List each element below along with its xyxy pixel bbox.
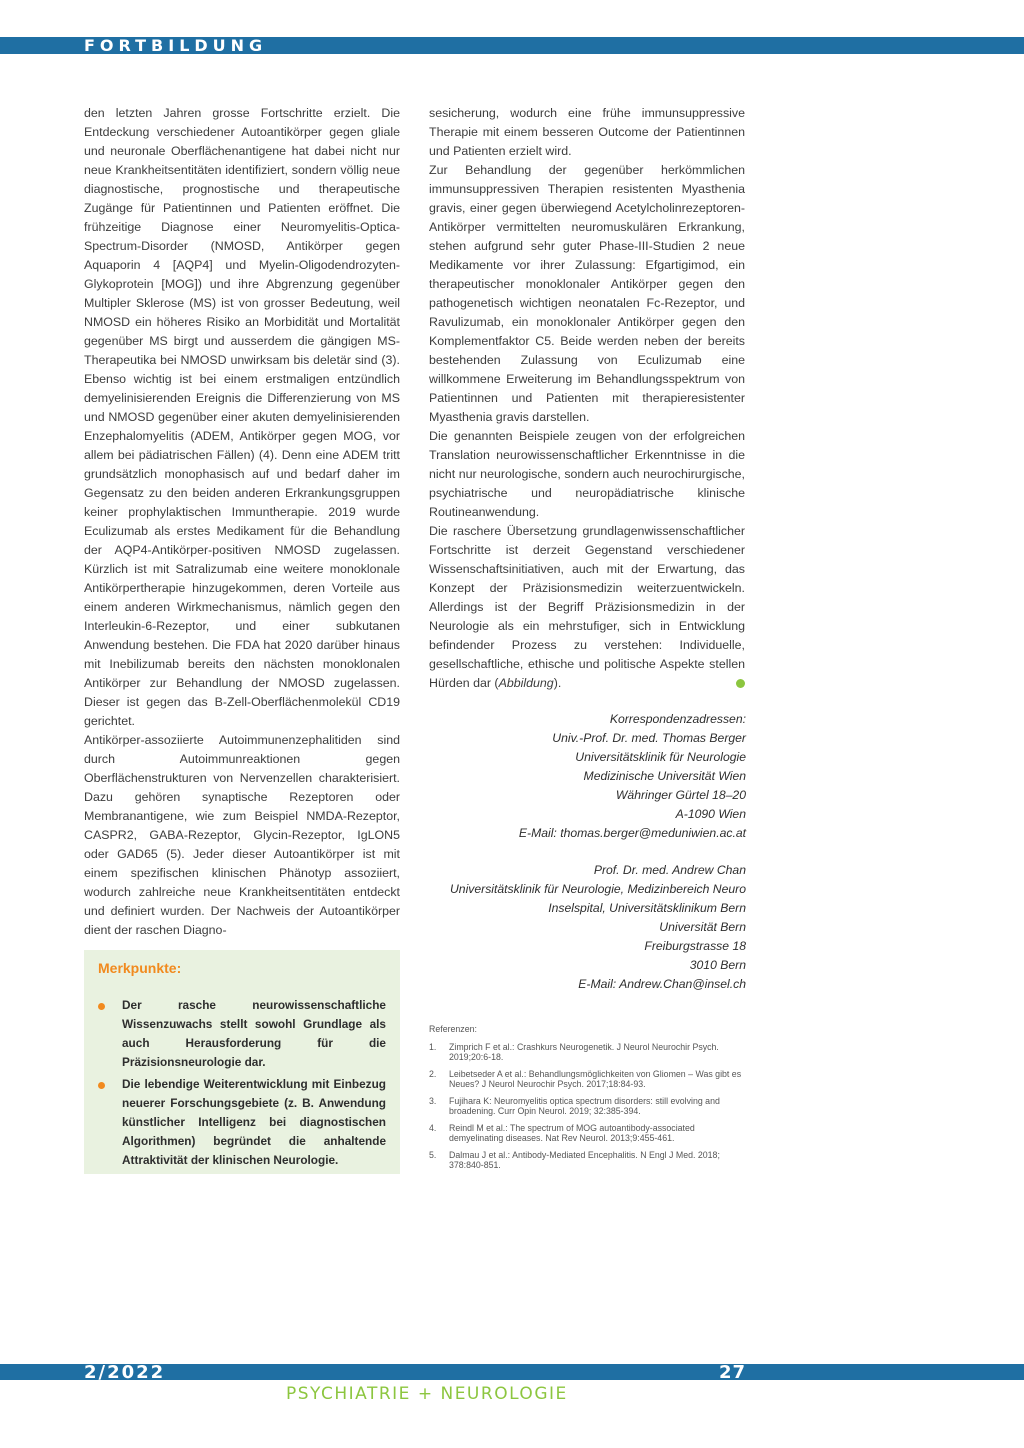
reference-item [429,1042,747,1062]
address-line: Medizinische Universität Wien [583,769,746,783]
address-heading: Korrespondenzadressen: [609,712,746,726]
bullet-icon [98,1003,105,1010]
reference-number: 5. [429,1150,437,1160]
address-line: A-1090 Wien [675,807,746,821]
address-line: 3010 Bern [689,958,746,972]
key-point-text: Der rasche neurowissenschaftliche Wissenzuwachs stellt sowohl Grundlage als auch Herausforderung für die Präzisionsneurologie dar. [122,998,386,1069]
body-paragraph: Antikörper-assoziierte Autoimmunenzephalitiden sind durch Autoimmunreaktionen gegen Oberflächenstrukturen von Nervenzellen charakterisiert. Dazu gehören synaptische Rezeptoren oder Membranantigene, wie zum Beispiel NMDA-Rezeptor, CASPR2, GABA-Rezeptor, Glycin-Rezeptor, IgLON5 oder GAD65 (5). Jeder dieser Autoantikörper ist mit einem spezifischen klinischen Phänotyp assoziiert, wodurch zahlreiche neue Krankheitsentitäten entdeckt und definiert wurden. Der Nachweis der Autoantikörper dient der raschen Diagno- [84,733,400,937]
body-paragraph: sesicherung, wodurch eine frühe immunsuppressive Therapie mit einem besseren Outcome der Patientinnen und Patienten erzielt wird. [429,106,745,158]
reference-number: 3. [429,1096,437,1106]
key-points-title: Merkpunkte: [98,960,182,976]
reference-text: Dalmau J et al.: Antibody-Mediated Encephalitis. N Engl J Med. 2018; 378:840-851. [449,1150,720,1170]
body-paragraph: Die genannten Beispiele zeugen von der erfolgreichen Translation neurowissenschaftlicher Erkenntnisse in die nicht nur neurologische, sondern auch neurochirurgische, psychiatrische und neuropädiatrische klinische Routineanwendung. [429,429,745,519]
address-line: Universität Bern [659,920,746,934]
address-line: Universitätsklinik für Neurologie [575,750,746,764]
key-points-list [98,996,386,1173]
text-run: Die raschere Übersetzung grundlagenwissenschaftlicher Fortschritte ist derzeit Gegenstand verschiedener Wissenschaftsinitiativen, auch mit der Erwartung, das Konzept der Präzisionsmedizin weiterzuentwickeln. Allerdings ist der Begriff Präzisionsmedizin in der Neurologie als ein mehrstufiger, sich in Entwicklung befindender Prozess zu verstehen: Individuelle, gesellschaftliche, ethische und politische Aspekte stellen Hürden dar ( [429,524,745,690]
section-label: FORTBILDUNG [84,36,268,55]
address-line: Freiburgstrasse 18 [644,939,746,953]
address-line: Inselspital, Universitätsklinikum Bern [548,901,746,915]
reference-number: 4. [429,1123,437,1133]
reference-text: Zimprich F et al.: Crashkurs Neurogenetik. J Neurol Neurochir Psych. 2019;20:6-18. [449,1042,719,1062]
reference-number: 1. [429,1042,437,1052]
bullet-icon [98,1082,105,1089]
address-line: Währinger Gürtel 18–20 [615,788,746,802]
figure-reference: Abbildung [498,676,554,690]
journal-title: PSYCHIATRIE + NEUROLOGIE [286,1384,568,1404]
address-email: E-Mail: Andrew.Chan@insel.ch [578,977,746,991]
references [429,1024,747,1177]
body-paragraph-last [429,522,745,693]
correspondence-address-chan [430,861,746,994]
reference-item [429,1123,747,1143]
reference-item [429,1096,747,1116]
reference-item [429,1150,747,1170]
right-column [429,104,745,693]
reference-text: Reindl M et al.: The spectrum of MOG autoantibody-associated demyelinating diseases. Nat Rev Neurol. 2013;9:455-461. [449,1123,695,1143]
key-point-text: Die lebendige Weiterentwicklung mit Einbezug neuerer Forschungsgebiete (z. B. Anwendung künstlicher Intelligenz bei diagnostischen Algorithmen) begründet die anhaltende Attraktivität der klinischen Neurologie. [122,1077,386,1167]
reference-item [429,1069,747,1089]
issue-number: 2/2022 [84,1362,166,1383]
address-email: E-Mail: thomas.berger@meduniwien.ac.at [518,826,746,840]
address-line: Universitätsklinik für Neurologie, Medizinbereich Neuro [449,882,746,896]
reference-text: Leibetseder A et al.: Behandlungsmöglichkeiten von Gliomen – Was gibt es Neues? J Neurol Neurochir Psych. 2017;18:84-93. [449,1069,742,1089]
reference-number: 2. [429,1069,437,1079]
body-paragraph: den letzten Jahren grosse Fortschritte erzielt. Die Entdeckung verschiedener Autoantikörper gegen gliale und neuronale Oberflächenantigene hat dabei nicht nur neue Krankheitsentitäten identifiziert, sondern völlig neue diagnostische, prognostische und therapeutische Zugänge für Patientinnen und Patienten eröffnet. Die frühzeitige Diagnose einer Neuromyelitis-Optica-Spectrum-Disorder (NMOSD, Antikörper gegen Aquaporin 4 [AQP4] und Myelin-Oligodendrozyten-Glykoprotein [MOG]) und ihre Abgrenzung gegenüber Multipler Sklerose (MS) ist von grosser Bedeutung, weil NMOSD ein höheres Risiko an Morbidität und Mortalität gegenüber MS birgt und ausserdem die gängigen MS-Therapeutika bei NMOSD unwirksam bis deletär sind (3). Ebenso wichtig ist bei einem erstmaligen entzündlich demyelinisierenden Ereignis die Differenzierung von MS und NMOSD gegenüber einer akuten demyelinisierenden Enzephalomyelitis (ADEM, Antikörper gegen MOG, vor allem bei pädiatrischen Fällen) (4). Denn eine ADEM tritt grundsätzlich monophasisch auf und bedarf daher im Gegensatz zu den beiden anderen Erkrankungsgruppen keiner prophylaktischen Immuntherapie. 2019 wurde Eculizumab als erstes Medikament für die Behandlung der AQP4-Antikörper-positiven NMOSD zugelassen. Kürzlich ist mit Satralizumab eine weitere monoklonale Antikörpertherapie hinzugekommen, deren Vorteile aus einem anderen Wirkmechanismus, nämlich gegen den Interleukin-6-Rezeptor, und einer subkutanen Anwendung bestehen. Die FDA hat 2020 darüber hinaus mit Inebilizumab bereits den nächsten monoklonalen Antikörper zur Behandlung der NMOSD zugelassen. Dieser ist gegen das B-Zell-Oberflächenmolekül CD19 gerichtet. [84,106,400,728]
body-paragraph: Zur Behandlung der gegenüber herkömmlichen immunsuppressiven Therapien resistenten Myasthenia gravis, einer gegen überwiegend Acetylcholinrezeptoren-Antikörper vermittelten neuromuskulären Erkrankung, stehen aufgrund sehr guter Phase-III-Studien 2 neue Medikamente vor ihrer Zulassung: Efgartigimod, ein therapeutischer monoklonaler Antikörper gegen den pathogenetisch wichtigen neonatalen Fc-Rezeptor, und Ravulizumab, ein monoklonaler Antikörper gegen den Komplementfaktor C5. Beide werden neben der bereits bestehenden Zulassung von Eculizumab eine willkommene Erweiterung im Behandlungsspektrum von Patientinnen und Patienten mit therapieresistenter Myasthenia gravis darstellen. [429,163,745,424]
correspondence-address-berger [430,710,746,843]
key-point-item [98,1075,386,1170]
page-number: 27 [718,1362,746,1383]
reference-text: Fujihara K: Neuromyelitis optica spectrum disorders: still evolving and broadening. Curr Opin Neurol. 2019; 32:385-394. [449,1096,720,1116]
key-points-box [84,950,400,1174]
end-of-article-dot-icon [736,679,745,688]
left-column [84,104,400,940]
references-heading: Referenzen: [429,1024,477,1034]
address-line: Univ.-Prof. Dr. med. Thomas Berger [552,731,746,745]
key-point-item [98,996,386,1072]
address-line: Prof. Dr. med. Andrew Chan [593,863,746,877]
text-run: ). [553,676,562,690]
